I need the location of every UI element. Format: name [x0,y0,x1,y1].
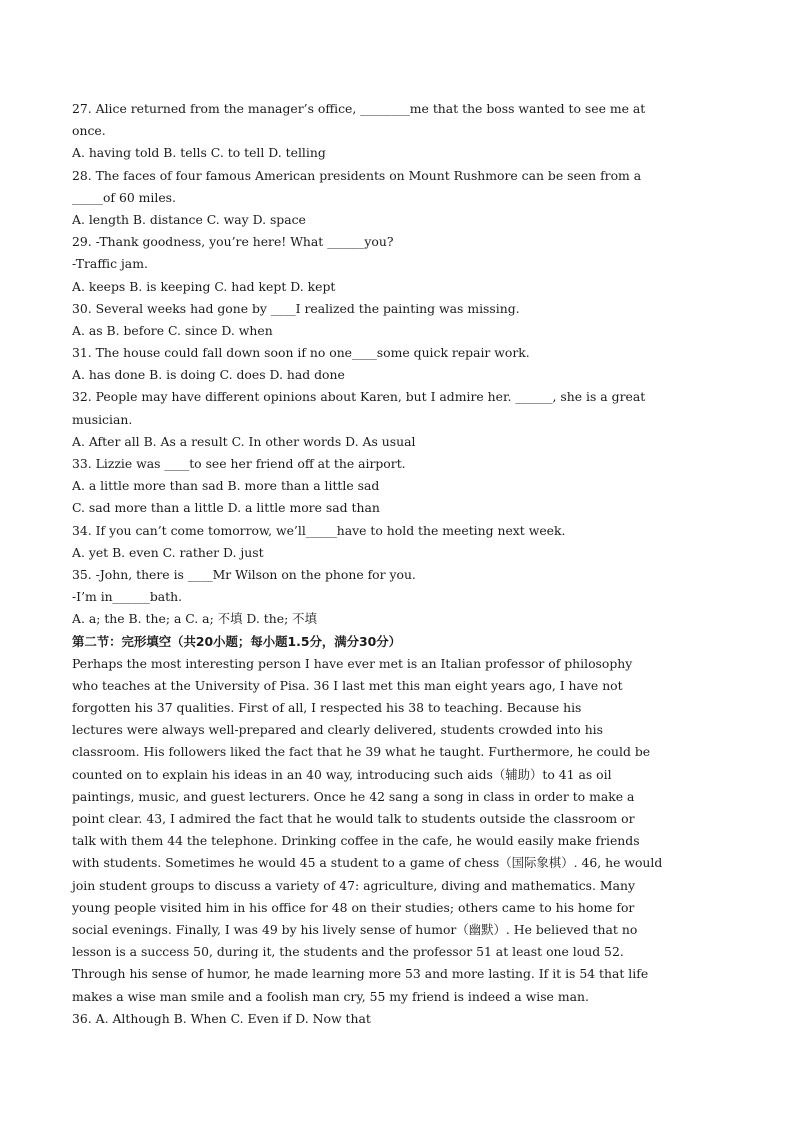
q28-stem-line1: 28. The faces of four famous American presidents on Mount Rushmore can be seen from a [72,167,642,183]
q27-options: A. having told B. tells C. to tell D. telling [72,145,326,161]
q33-options-ab: A. a little more than sad B. more than a little sad [72,478,380,494]
passage-line: Perhaps the most interesting person I have ever met is an Italian professor of philosophy [72,655,633,671]
q29-stem-line1: 29. -Thank goodness, you’re here! What ______you? [72,234,394,250]
document-page [72,98,732,1030]
q27-stem-line2: once. [72,123,106,139]
q32-stem-line2: musician. [72,411,133,427]
q28-options: A. length B. distance C. way D. space [72,211,306,227]
passage-line: makes a wise man smile and a foolish man cry, 55 my friend is indeed a wise man. [72,988,589,1004]
passage-line: counted on to explain his ideas in an 40 way, introducing such aids（辅助）to 41 as oil [72,766,612,782]
passage-line: social evenings. Finally, I was 49 by his lively sense of humor（幽默）. He believed that no [72,921,638,937]
q28-stem-line2: _____of 60 miles. [72,189,176,205]
q34-stem: 34. If you can’t come tomorrow, we’ll_____have to hold the meeting next week. [72,522,566,538]
q35-stem-line2: -I’m in______bath. [72,589,183,605]
q34-options: A. yet B. even C. rather D. just [72,544,264,560]
q33-options-cd: C. sad more than a little D. a little more sad than [72,500,380,516]
passage-line: young people visited him in his office for 48 on their studies; others came to his home for [72,899,635,915]
passage-line: lesson is a success 50, during it, the students and the professor 51 at least one loud 52. [72,944,624,960]
passage-line: forgotten his 37 qualities. First of all, I respected his 38 to teaching. Because his [72,700,582,716]
q33-stem: 33. Lizzie was ____to see her friend off at the airport. [72,456,406,471]
q29-stem-line2: -Traffic jam. [72,256,148,272]
q31-options: A. has done B. is doing C. does D. had done [72,367,345,383]
passage-line: point clear. 43, I admired the fact that he would talk to students outside the classroom or [72,811,635,826]
q35-stem-line1: 35. -John, there is ____Mr Wilson on the phone for you. [72,566,416,582]
q27-stem-line1: 27. Alice returned from the manager’s office, ________me that the boss wanted to see me at [72,101,646,116]
passage-line: paintings, music, and guest lecturers. Once he 42 sang a song in class in order to make a [72,788,635,804]
q36-options: 36. A. Although B. When C. Even if D. Now that [72,1010,371,1026]
q32-options: A. After all B. As a result C. In other words D. As usual [72,433,416,449]
passage-line: with students. Sometimes he would 45 a student to a game of chess（国际象棋）. 46, he would [72,855,663,871]
passage-line: lectures were always well-prepared and clearly delivered, students crowded into his [72,722,604,738]
section-heading-cloze: 第二节：完形填空（共20小题；每小题1.5分，满分30分） [72,633,402,649]
q35-options: A. a; the B. the; a C. a; 不填 D. the; 不填 [72,611,317,627]
q31-stem: 31. The house could fall down soon if no one____some quick repair work. [72,345,530,361]
q30-options: A. as B. before C. since D. when [72,322,273,338]
passage-line: who teaches at the University of Pisa. 36 I last met this man eight years ago, I have not [72,677,623,693]
q29-options: A. keeps B. is keeping C. had kept D. kept [72,278,336,294]
q30-stem: 30. Several weeks had gone by ____I realized the painting was missing. [72,300,520,316]
q32-stem-line1: 32. People may have different opinions about Karen, but I admire her. ______, she is a great [72,389,646,405]
passage-line: Through his sense of humor, he made learning more 53 and more lasting. If it is 54 that life [72,966,649,982]
passage-line: classroom. His followers liked the fact that he 39 what he taught. Furthermore, he could be [72,744,651,760]
passage-line: talk with them 44 the telephone. Drinking coffee in the cafe, he would easily make friends [72,833,640,849]
passage-line: join student groups to discuss a variety of 47: agriculture, diving and mathematics. Many [72,877,635,893]
